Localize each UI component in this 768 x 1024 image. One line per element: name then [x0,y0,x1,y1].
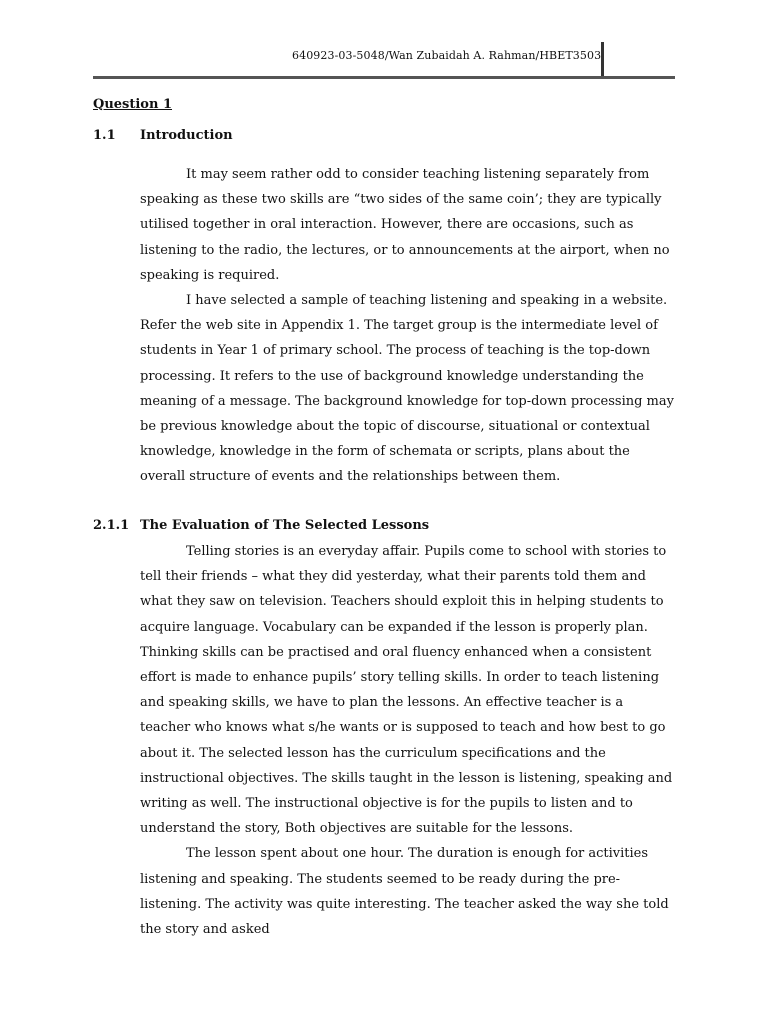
section-eval-number: 2.1.1 [93,518,130,533]
section-intro-number: 1.1 [93,128,116,143]
header-reference: 640923-03-5048/Wan Zubaidah A. Rahman/HBET3503 [292,49,602,62]
section-intro-body [140,162,676,490]
header-rule [93,76,675,79]
paragraph: Telling stories is an everyday affair. Pupils come to school with stories to tell their friends – what they did yesterday, what their parents told them and what they saw on television. Teachers should exploit this in helping students to acquire language. Vocabulary can be expanded if the lesson is properly plan. Thinking skills can be practised and oral fluency enhanced when a consistent effort is made to enhance pupils’ story telling skills. In order to teach listening and speaking skills, we have to plan the lessons. An effective teacher is a teacher who knows what s/he wants or is supposed to teach and how best to go about it. The selected lesson has the curriculum specifications and the instructional objectives. The skills taught in the lesson is listening, speaking and writing as well. The instructional objective is for the pupils to listen and to understand the story, Both objectives are suitable for the lessons. [140,544,673,837]
paragraph: It may seem rather odd to consider teaching listening separately from speaking as these two skills are “two sides of the same coin’; they are typically utilised together in oral interaction. However, there are occasions, such as listening to the radio, the lectures, or to announcements at the airport, when no speaking is required. [140,167,670,283]
section-eval-body [140,539,676,942]
header-vertical-rule [601,42,604,76]
paragraph: I have selected a sample of teaching listening and speaking in a website. Refer the web site in Appendix 1. The target group is the intermediate level of students in Year 1 of primary school. The process of teaching is the top-down processing. It refers to the use of background knowledge understanding the meaning of a message. The background knowledge for top-down processing may be previous knowledge about the topic of discourse, situational or contextual knowledge, knowledge in the form of schemata or scripts, plans about the overall structure of events and the relationships between them. [140,293,674,485]
section-intro-title: Introduction [140,128,233,143]
section-eval-title: The Evaluation of The Selected Lessons [140,518,430,533]
question-title: Question 1 [93,97,173,112]
paragraph: The lesson spent about one hour. The duration is enough for activities listening and speaking. The students seemed to be ready during the pre-listening. The activity was quite interesting. The teacher asked the way she told the story and asked [140,846,669,938]
